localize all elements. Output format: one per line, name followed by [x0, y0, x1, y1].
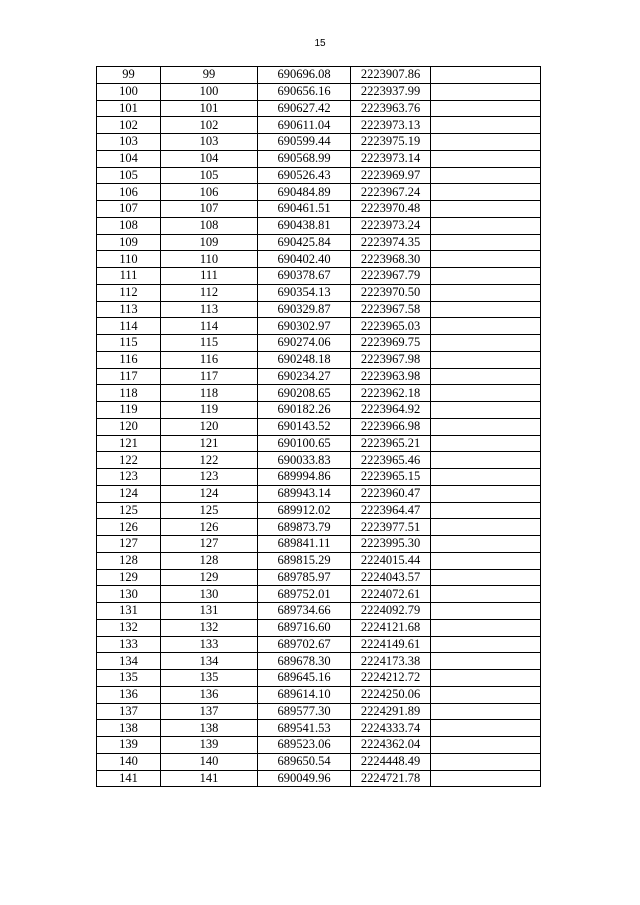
- point-id-cell: 109: [161, 234, 258, 251]
- point-id-cell: 141: [161, 770, 258, 787]
- y-coordinate-cell: 2224250.06: [351, 686, 431, 703]
- x-coordinate-cell: 690234.27: [258, 368, 351, 385]
- table-row: [97, 351, 541, 368]
- point-id-cell: 110: [161, 251, 258, 268]
- x-coordinate-cell: 689873.79: [258, 519, 351, 536]
- point-no-cell: 120: [97, 418, 161, 435]
- point-no-cell: 133: [97, 636, 161, 653]
- x-coordinate-cell: 690100.65: [258, 435, 351, 452]
- notes-cell: [431, 301, 541, 318]
- point-id-cell: 119: [161, 402, 258, 419]
- page-number: 15: [314, 38, 326, 49]
- x-coordinate-cell: 689943.14: [258, 485, 351, 502]
- point-no-cell: 119: [97, 402, 161, 419]
- point-id-cell: 124: [161, 485, 258, 502]
- x-coordinate-cell: 690484.89: [258, 184, 351, 201]
- y-coordinate-cell: 2223937.99: [351, 83, 431, 100]
- point-id-cell: 117: [161, 368, 258, 385]
- x-coordinate-cell: 689912.02: [258, 502, 351, 519]
- point-id-cell: 107: [161, 201, 258, 218]
- notes-cell: [431, 234, 541, 251]
- notes-cell: [431, 201, 541, 218]
- point-no-cell: 112: [97, 284, 161, 301]
- y-coordinate-cell: 2223965.21: [351, 435, 431, 452]
- point-no-cell: 118: [97, 385, 161, 402]
- y-coordinate-cell: 2224212.72: [351, 670, 431, 687]
- table-row: [97, 469, 541, 486]
- table-row: [97, 569, 541, 586]
- y-coordinate-cell: 2223970.48: [351, 201, 431, 218]
- y-coordinate-cell: 2224333.74: [351, 720, 431, 737]
- point-no-cell: 131: [97, 603, 161, 620]
- notes-cell: [431, 720, 541, 737]
- y-coordinate-cell: 2223970.50: [351, 284, 431, 301]
- point-id-cell: 127: [161, 536, 258, 553]
- point-id-cell: 104: [161, 150, 258, 167]
- x-coordinate-cell: 689577.30: [258, 703, 351, 720]
- point-id-cell: 128: [161, 552, 258, 569]
- point-id-cell: 125: [161, 502, 258, 519]
- point-no-cell: 114: [97, 318, 161, 335]
- point-id-cell: 120: [161, 418, 258, 435]
- point-id-cell: 106: [161, 184, 258, 201]
- table-row: [97, 83, 541, 100]
- y-coordinate-cell: 2224448.49: [351, 753, 431, 770]
- point-no-cell: 111: [97, 268, 161, 285]
- x-coordinate-cell: 689678.30: [258, 653, 351, 670]
- x-coordinate-cell: 690656.16: [258, 83, 351, 100]
- notes-cell: [431, 385, 541, 402]
- point-no-cell: 123: [97, 469, 161, 486]
- y-coordinate-cell: 2223960.47: [351, 485, 431, 502]
- x-coordinate-cell: 689541.53: [258, 720, 351, 737]
- y-coordinate-cell: 2223975.19: [351, 134, 431, 151]
- x-coordinate-cell: 689785.97: [258, 569, 351, 586]
- point-no-cell: 115: [97, 335, 161, 352]
- point-id-cell: 132: [161, 619, 258, 636]
- notes-cell: [431, 100, 541, 117]
- table-row: [97, 753, 541, 770]
- notes-cell: [431, 268, 541, 285]
- notes-cell: [431, 536, 541, 553]
- point-no-cell: 134: [97, 653, 161, 670]
- x-coordinate-cell: 690354.13: [258, 284, 351, 301]
- point-id-cell: 123: [161, 469, 258, 486]
- y-coordinate-cell: 2224043.57: [351, 569, 431, 586]
- point-no-cell: 132: [97, 619, 161, 636]
- x-coordinate-cell: 690378.67: [258, 268, 351, 285]
- x-coordinate-cell: 690599.44: [258, 134, 351, 151]
- x-coordinate-cell: 690033.83: [258, 452, 351, 469]
- x-coordinate-cell: 689614.10: [258, 686, 351, 703]
- notes-cell: [431, 351, 541, 368]
- table-row: [97, 217, 541, 234]
- table-row: [97, 770, 541, 787]
- notes-cell: [431, 217, 541, 234]
- point-id-cell: 134: [161, 653, 258, 670]
- x-coordinate-cell: 689645.16: [258, 670, 351, 687]
- notes-cell: [431, 83, 541, 100]
- point-no-cell: 108: [97, 217, 161, 234]
- table-row: [97, 67, 541, 84]
- y-coordinate-cell: 2224173.38: [351, 653, 431, 670]
- point-id-cell: 108: [161, 217, 258, 234]
- table-row: [97, 552, 541, 569]
- x-coordinate-cell: 690568.99: [258, 150, 351, 167]
- point-no-cell: 99: [97, 67, 161, 84]
- point-id-cell: 139: [161, 737, 258, 754]
- y-coordinate-cell: 2224291.89: [351, 703, 431, 720]
- x-coordinate-cell: 689702.67: [258, 636, 351, 653]
- x-coordinate-cell: 690461.51: [258, 201, 351, 218]
- point-id-cell: 113: [161, 301, 258, 318]
- point-id-cell: 118: [161, 385, 258, 402]
- point-id-cell: 114: [161, 318, 258, 335]
- point-no-cell: 127: [97, 536, 161, 553]
- point-no-cell: 116: [97, 351, 161, 368]
- notes-cell: [431, 368, 541, 385]
- notes-cell: [431, 485, 541, 502]
- y-coordinate-cell: 2223962.18: [351, 385, 431, 402]
- notes-cell: [431, 418, 541, 435]
- point-id-cell: 137: [161, 703, 258, 720]
- y-coordinate-cell: 2224721.78: [351, 770, 431, 787]
- notes-cell: [431, 167, 541, 184]
- point-no-cell: 130: [97, 586, 161, 603]
- point-id-cell: 135: [161, 670, 258, 687]
- y-coordinate-cell: 2223995.30: [351, 536, 431, 553]
- x-coordinate-cell: 689841.11: [258, 536, 351, 553]
- coordinates-table: [96, 66, 541, 787]
- y-coordinate-cell: 2223965.03: [351, 318, 431, 335]
- notes-cell: [431, 117, 541, 134]
- point-no-cell: 135: [97, 670, 161, 687]
- table-row: [97, 720, 541, 737]
- point-id-cell: 122: [161, 452, 258, 469]
- table-row: [97, 737, 541, 754]
- point-id-cell: 103: [161, 134, 258, 151]
- notes-cell: [431, 284, 541, 301]
- table-row: [97, 134, 541, 151]
- notes-cell: [431, 502, 541, 519]
- point-id-cell: 130: [161, 586, 258, 603]
- x-coordinate-cell: 690696.08: [258, 67, 351, 84]
- point-no-cell: 124: [97, 485, 161, 502]
- notes-cell: [431, 737, 541, 754]
- point-no-cell: 129: [97, 569, 161, 586]
- table-row: [97, 485, 541, 502]
- point-no-cell: 138: [97, 720, 161, 737]
- point-no-cell: 109: [97, 234, 161, 251]
- point-id-cell: 112: [161, 284, 258, 301]
- table-row: [97, 619, 541, 636]
- table-row: [97, 251, 541, 268]
- point-id-cell: 99: [161, 67, 258, 84]
- point-id-cell: 131: [161, 603, 258, 620]
- notes-cell: [431, 770, 541, 787]
- x-coordinate-cell: 690248.18: [258, 351, 351, 368]
- y-coordinate-cell: 2223969.97: [351, 167, 431, 184]
- x-coordinate-cell: 690611.04: [258, 117, 351, 134]
- y-coordinate-cell: 2223967.58: [351, 301, 431, 318]
- x-coordinate-cell: 689815.29: [258, 552, 351, 569]
- notes-cell: [431, 251, 541, 268]
- y-coordinate-cell: 2223974.35: [351, 234, 431, 251]
- y-coordinate-cell: 2223964.92: [351, 402, 431, 419]
- coordinates-table-body: [97, 67, 541, 787]
- notes-cell: [431, 552, 541, 569]
- x-coordinate-cell: 690329.87: [258, 301, 351, 318]
- notes-cell: [431, 519, 541, 536]
- point-id-cell: 102: [161, 117, 258, 134]
- point-id-cell: 129: [161, 569, 258, 586]
- y-coordinate-cell: 2223968.30: [351, 251, 431, 268]
- table-row: [97, 268, 541, 285]
- y-coordinate-cell: 2223964.47: [351, 502, 431, 519]
- table-row: [97, 201, 541, 218]
- table-row: [97, 318, 541, 335]
- table-row: [97, 150, 541, 167]
- y-coordinate-cell: 2223967.79: [351, 268, 431, 285]
- x-coordinate-cell: 689523.06: [258, 737, 351, 754]
- point-no-cell: 128: [97, 552, 161, 569]
- point-id-cell: 136: [161, 686, 258, 703]
- x-coordinate-cell: 690274.06: [258, 335, 351, 352]
- point-no-cell: 106: [97, 184, 161, 201]
- point-id-cell: 111: [161, 268, 258, 285]
- x-coordinate-cell: 690402.40: [258, 251, 351, 268]
- notes-cell: [431, 636, 541, 653]
- point-no-cell: 105: [97, 167, 161, 184]
- x-coordinate-cell: 690302.97: [258, 318, 351, 335]
- point-no-cell: 121: [97, 435, 161, 452]
- point-id-cell: 115: [161, 335, 258, 352]
- notes-cell: [431, 335, 541, 352]
- table-row: [97, 335, 541, 352]
- point-no-cell: 102: [97, 117, 161, 134]
- x-coordinate-cell: 689994.86: [258, 469, 351, 486]
- table-row: [97, 653, 541, 670]
- x-coordinate-cell: 690208.65: [258, 385, 351, 402]
- notes-cell: [431, 753, 541, 770]
- table-row: [97, 284, 541, 301]
- point-id-cell: 126: [161, 519, 258, 536]
- table-row: [97, 502, 541, 519]
- point-id-cell: 100: [161, 83, 258, 100]
- notes-cell: [431, 670, 541, 687]
- x-coordinate-cell: 689752.01: [258, 586, 351, 603]
- point-no-cell: 100: [97, 83, 161, 100]
- notes-cell: [431, 703, 541, 720]
- notes-cell: [431, 569, 541, 586]
- x-coordinate-cell: 690627.42: [258, 100, 351, 117]
- point-no-cell: 110: [97, 251, 161, 268]
- y-coordinate-cell: 2224072.61: [351, 586, 431, 603]
- y-coordinate-cell: 2224015.44: [351, 552, 431, 569]
- point-no-cell: 117: [97, 368, 161, 385]
- point-id-cell: 140: [161, 753, 258, 770]
- y-coordinate-cell: 2223963.76: [351, 100, 431, 117]
- table-row: [97, 402, 541, 419]
- x-coordinate-cell: 690438.81: [258, 217, 351, 234]
- notes-cell: [431, 67, 541, 84]
- point-no-cell: 137: [97, 703, 161, 720]
- y-coordinate-cell: 2223907.86: [351, 67, 431, 84]
- y-coordinate-cell: 2223967.98: [351, 351, 431, 368]
- point-id-cell: 121: [161, 435, 258, 452]
- notes-cell: [431, 603, 541, 620]
- point-no-cell: 103: [97, 134, 161, 151]
- point-no-cell: 104: [97, 150, 161, 167]
- point-no-cell: 122: [97, 452, 161, 469]
- y-coordinate-cell: 2223973.13: [351, 117, 431, 134]
- x-coordinate-cell: 690526.43: [258, 167, 351, 184]
- point-no-cell: 141: [97, 770, 161, 787]
- table-row: [97, 519, 541, 536]
- x-coordinate-cell: 690425.84: [258, 234, 351, 251]
- point-id-cell: 101: [161, 100, 258, 117]
- y-coordinate-cell: 2223977.51: [351, 519, 431, 536]
- point-no-cell: 139: [97, 737, 161, 754]
- table-row: [97, 368, 541, 385]
- table-row: [97, 536, 541, 553]
- x-coordinate-cell: 690049.96: [258, 770, 351, 787]
- y-coordinate-cell: 2223965.46: [351, 452, 431, 469]
- table-row: [97, 435, 541, 452]
- table-row: [97, 418, 541, 435]
- y-coordinate-cell: 2224092.79: [351, 603, 431, 620]
- notes-cell: [431, 435, 541, 452]
- notes-cell: [431, 150, 541, 167]
- y-coordinate-cell: 2223966.98: [351, 418, 431, 435]
- notes-cell: [431, 469, 541, 486]
- point-id-cell: 138: [161, 720, 258, 737]
- table-row: [97, 100, 541, 117]
- y-coordinate-cell: 2223967.24: [351, 184, 431, 201]
- table-row: [97, 686, 541, 703]
- y-coordinate-cell: 2224149.61: [351, 636, 431, 653]
- point-no-cell: 107: [97, 201, 161, 218]
- table-row: [97, 586, 541, 603]
- y-coordinate-cell: 2223973.24: [351, 217, 431, 234]
- table-row: [97, 234, 541, 251]
- table-row: [97, 670, 541, 687]
- point-id-cell: 116: [161, 351, 258, 368]
- table-row: [97, 703, 541, 720]
- table-row: [97, 301, 541, 318]
- point-id-cell: 105: [161, 167, 258, 184]
- notes-cell: [431, 653, 541, 670]
- point-no-cell: 125: [97, 502, 161, 519]
- notes-cell: [431, 402, 541, 419]
- x-coordinate-cell: 689734.66: [258, 603, 351, 620]
- table-row: [97, 117, 541, 134]
- x-coordinate-cell: 689650.54: [258, 753, 351, 770]
- table-row: [97, 636, 541, 653]
- x-coordinate-cell: 690143.52: [258, 418, 351, 435]
- point-no-cell: 136: [97, 686, 161, 703]
- notes-cell: [431, 686, 541, 703]
- notes-cell: [431, 452, 541, 469]
- point-id-cell: 133: [161, 636, 258, 653]
- point-no-cell: 101: [97, 100, 161, 117]
- point-no-cell: 140: [97, 753, 161, 770]
- y-coordinate-cell: 2223969.75: [351, 335, 431, 352]
- point-no-cell: 126: [97, 519, 161, 536]
- table-row: [97, 167, 541, 184]
- table-row: [97, 385, 541, 402]
- x-coordinate-cell: 689716.60: [258, 619, 351, 636]
- point-no-cell: 113: [97, 301, 161, 318]
- notes-cell: [431, 318, 541, 335]
- y-coordinate-cell: 2224362.04: [351, 737, 431, 754]
- notes-cell: [431, 619, 541, 636]
- y-coordinate-cell: 2223965.15: [351, 469, 431, 486]
- y-coordinate-cell: 2224121.68: [351, 619, 431, 636]
- notes-cell: [431, 586, 541, 603]
- notes-cell: [431, 184, 541, 201]
- x-coordinate-cell: 690182.26: [258, 402, 351, 419]
- table-row: [97, 452, 541, 469]
- y-coordinate-cell: 2223963.98: [351, 368, 431, 385]
- table-row: [97, 603, 541, 620]
- y-coordinate-cell: 2223973.14: [351, 150, 431, 167]
- table-row: [97, 184, 541, 201]
- notes-cell: [431, 134, 541, 151]
